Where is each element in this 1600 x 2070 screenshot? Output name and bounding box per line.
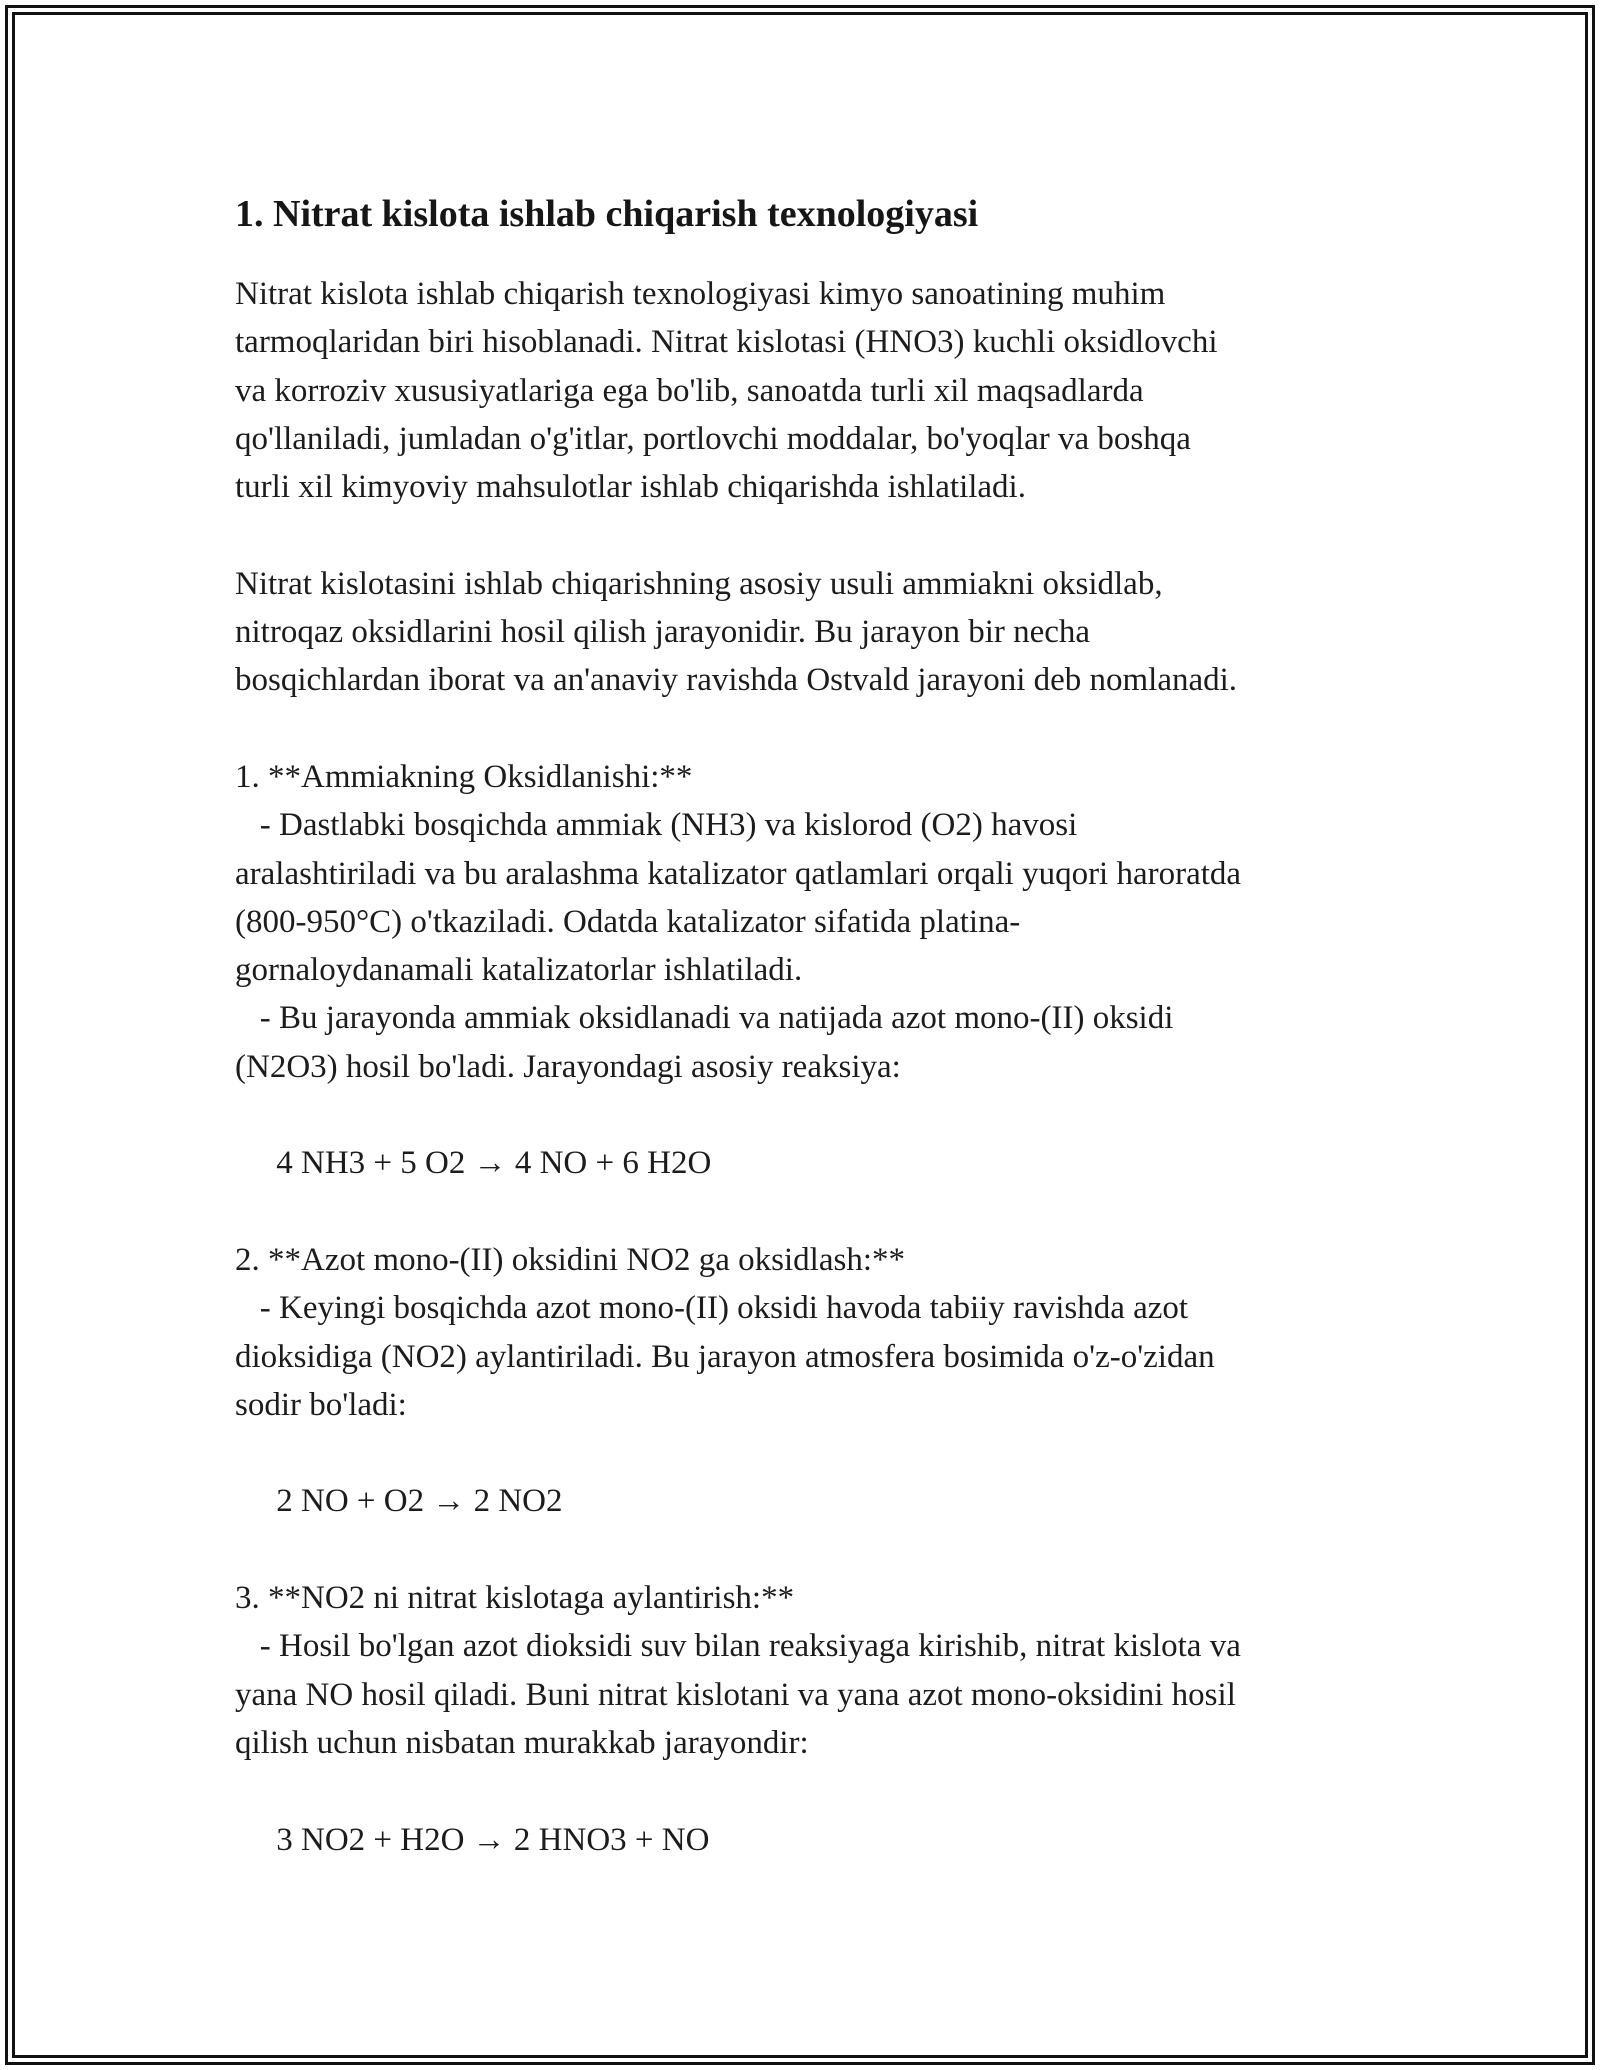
document-title: 1. Nitrat kislota ishlab chiqarish texnologiyasi [235,193,979,235]
document-page [235,186,1375,1864]
document-body: Nitrat kislota ishlab chiqarish texnologiyasi kimyo sanoatining muhim tarmoqlaridan biri hisoblanadi. Nitrat kislotasi (HNO3) kuchli oksidlovchi va korroziv xususiyatlariga ega bo'lib, sanoatda turli xil maqsadlarda qo'llaniladi, jumladan o'g'itlar, portlovchi moddalar, bo'yoqlar va boshqa turli xil kimyoviy mahsulotlar ishlab chiqarishda ishlatiladi. Nitrat kislotasini ishlab chiqarishning asosiy usuli ammiakni oksidlab, nitroqaz oksidlarini hosil qilish jarayonidir. Bu jarayon bir necha bosqichlardan iborat va an'anaviy ravishda Ostvald jarayoni deb nomlanadi. 1. **Ammiakning Oksidlanishi:** - Dastlabki bosqichda ammiak (NH3) va kislorod (O2) havosi aralashtiriladi va bu aralashma katalizator qatlamlari orqali yuqori haroratda (800-950°C) o'tkaziladi. Odatda katalizator sifatida platina- gornaloydanamali katalizatorlar ishlatiladi. - Bu jarayonda ammiak oksidlanadi va natijada azot mono-(II) oksidi (N2O3) hosil bo'ladi. Jarayondagi asosiy reaksiya: 4 NH3 + 5 O2 → 4 NO + 6 H2O 2. **Azot mono-(II) oksidini NO2 ga oksidlash:** - Keyingi bosqichda azot mono-(II) oksidi havoda tabiiy ravishda azot dioksidiga (NO2) aylantiriladi. Bu jarayon atmosfera bosimida o'z-o'zidan sodir bo'ladi: 2 NO + O2 → 2 NO2 3. **NO2 ni nitrat kislotaga aylantirish:** - Hosil bo'lgan azot dioksidi suv bilan reaksiyaga kirishib, nitrat kislota va yana NO hosil qiladi. Buni nitrat kislotani va yana azot mono-oksidini hosil qilish uchun nisbatan murakkab jarayondir: 3 NO2 + H2O → 2 HNO3 + NO [235,276,1242,1858]
